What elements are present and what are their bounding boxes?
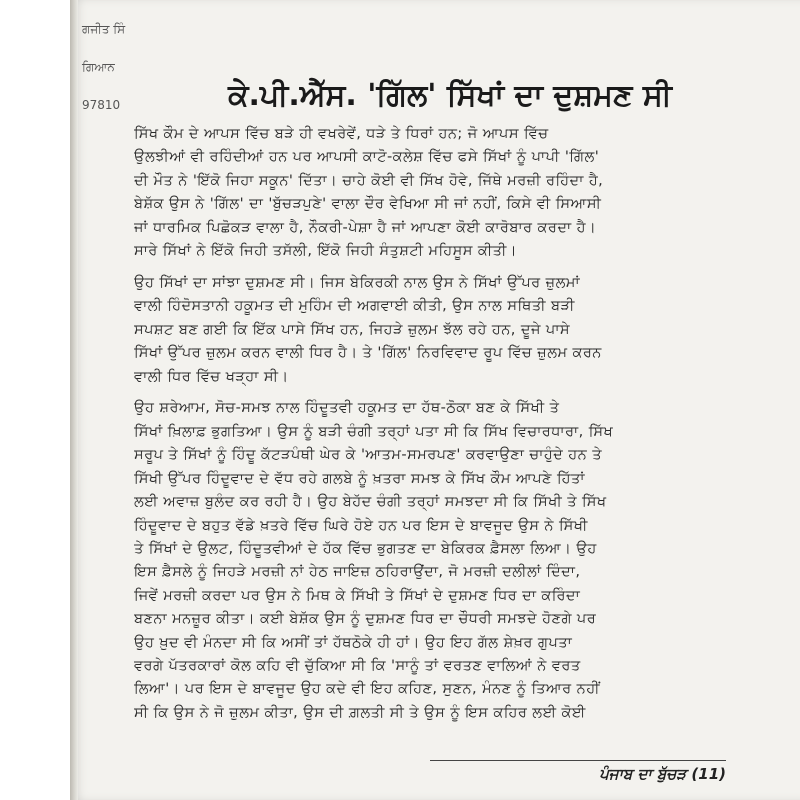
text-line: ਉਹ ਸਿੱਖਾਂ ਦਾ ਸਾਂਝਾ ਦੁਸ਼ਮਣ ਸੀ। ਜਿਸ ਬੇਕਿਰਕੀ ਨਾਲ ਉਸ ਨੇ ਸਿੱਖਾਂ ਉੱਪਰ ਜ਼ੁਲਮਾਂ xyxy=(134,273,580,291)
text-line: ਤੇ ਸਿੱਖਾਂ ਦੇ ਉਲਟ, ਹਿੰਦੂਤਵੀਆਂ ਦੇ ਹੱਕ ਵਿੱਚ ਭੁਗਤਣ ਦਾ ਬੇਕਿਰਕ ਫ਼ੈਸਲਾ ਲਿਆ। ਉਹ xyxy=(134,539,597,557)
text-line: ਲਿਆ'। ਪਰ ਇਸ ਦੇ ਬਾਵਜੂਦ ਉਹ ਕਦੇ ਵੀ ਇਹ ਕਹਿਣ, ਸੁਣਨ, ਮੰਨਣ ਨੂੰ ਤਿਆਰ ਨਹੀਂ xyxy=(134,680,600,698)
chapter-title: ਕੇ.ਪੀ.ਐੱਸ. 'ਗਿੱਲ' ਸਿੱਖਾਂ ਦਾ ਦੁਸ਼ਮਣ ਸੀ xyxy=(228,78,672,113)
book-page xyxy=(70,0,800,800)
text-line: ਬਣਨਾ ਮਨਜ਼ੂਰ ਕੀਤਾ। ਕਈ ਬੇਸ਼ੱਕ ਉਸ ਨੂੰ ਦੁਸ਼ਮਣ ਧਿਰ ਦਾ ਚੌਧਰੀ ਸਮਝਦੇ ਹੋਣਗੇ ਪਰ xyxy=(134,610,597,628)
text-line: ਸਿੱਖ ਕੌਮ ਦੇ ਆਪਸ ਵਿੱਚ ਬੜੇ ਹੀ ਵਖਰੇਵੇਂ, ਧੜੇ ਤੇ ਧਿਰਾਂ ਹਨ; ਜੋ ਆਪਸ ਵਿੱਚ xyxy=(134,125,549,142)
paragraph-1 xyxy=(134,122,740,262)
running-book-title: ਪੰਜਾਬ ਦਾ ਬੁੱਚੜ xyxy=(599,765,687,783)
text-line: ਸਿੱਖਾਂ ਉੱਪਰ ਜ਼ੁਲਮ ਕਰਨ ਵਾਲੀ ਧਿਰ ਹੈ। ਤੇ 'ਗਿੱਲ' ਨਿਰਵਿਵਾਦ ਰੂਪ ਵਿੱਚ ਜ਼ੁਲਮ ਕਰਨ xyxy=(134,344,602,362)
text-line: ਉਹ ਖ਼ੁਦ ਵੀ ਮੰਨਦਾ ਸੀ ਕਿ ਅਸੀਂ ਤਾਂ ਹੱਥਠੋਕੇ ਹੀ ਹਾਂ। ਉਹ ਇਹ ਗੱਲ ਸ਼ੇਖ਼ਰ ਗੁਪਤਾ xyxy=(134,633,573,651)
text-line: ਹਿੰਦੂਵਾਦ ਦੇ ਬਹੁਤ ਵੱਡੇ ਖ਼ਤਰੇ ਵਿੱਚ ਘਿਰੇ ਹੋਏ ਹਨ ਪਰ ਇਸ ਦੇ ਬਾਵਜੂਦ ਉਸ ਨੇ ਸਿੱਖੀ xyxy=(134,516,588,534)
text-line: ਸਿੱਖਾਂ ਖ਼ਿਲਾਫ਼ ਭੁਗਤਿਆ। ਉਸ ਨੂੰ ਬੜੀ ਚੰਗੀ ਤਰ੍ਹਾਂ ਪਤਾ ਸੀ ਕਿ ਸਿੱਖ ਵਿਚਾਰਧਾਰਾ, ਸਿੱਖ xyxy=(134,422,614,440)
chapter-body xyxy=(134,122,740,733)
paragraph-2 xyxy=(134,271,740,388)
text-line: ਉਹ ਸ਼ਰੇਆਮ, ਸੋਚ-ਸਮਝ ਨਾਲ ਹਿੰਦੂਤਵੀ ਹਕੂਮਤ ਦਾ ਹੱਥ-ਠੋਕਾ ਬਣ ਕੇ ਸਿੱਖੀ ਤੇ xyxy=(134,399,560,417)
text-line: ਸਰੂਪ ਤੇ ਸਿੱਖਾਂ ਨੂੰ ਹਿੰਦੂ ਕੱਟੜਪੰਥੀ ਘੇਰ ਕੇ 'ਆਤਮ-ਸਮਰਪਣ' ਕਰਵਾਉਣਾ ਚਾਹੁੰਦੇ ਹਨ ਤੇ xyxy=(134,446,602,464)
text-line: ਵਾਲੀ ਹਿੰਦੋਸਤਾਨੀ ਹਕੂਮਤ ਦੀ ਮੁਹਿੰਮ ਦੀ ਅਗਵਾਈ ਕੀਤੀ, ਉਸ ਨਾਲ ਸਥਿਤੀ ਬੜੀ xyxy=(134,297,575,315)
text-line: ਜਿਵੇਂ ਮਰਜ਼ੀ ਕਰਦਾ ਪਰ ਉਸ ਨੇ ਮਿਥ ਕੇ ਸਿੱਖੀ ਤੇ ਸਿੱਖਾਂ ਦੇ ਦੁਸ਼ਮਣ ਧਿਰ ਦਾ ਕਰਿੰਦਾ xyxy=(134,586,581,604)
text-line: ਸਾਰੇ ਸਿੱਖਾਂ ਨੇ ਇੱਕੋ ਜਿਹੀ ਤਸੱਲੀ, ਇੱਕੋ ਜਿਹੀ ਸੰਤੁਸ਼ਟੀ ਮਹਿਸੂਸ ਕੀਤੀ। xyxy=(134,242,517,260)
page-number: (11) xyxy=(691,765,726,783)
page-footer xyxy=(430,765,726,783)
text-line: ਲਈ ਅਵਾਜ਼ ਬੁਲੰਦ ਕਰ ਰਹੀ ਹੈ। ਉਹ ਬੇਹੱਦ ਚੰਗੀ ਤਰ੍ਹਾਂ ਸਮਝਦਾ ਸੀ ਕਿ ਸਿੱਖੀ ਤੇ ਸਿੱਖ xyxy=(134,493,607,511)
text-line: ਸਪਸ਼ਟ ਬਣ ਗਈ ਕਿ ਇੱਕ ਪਾਸੇ ਸਿੱਖ ਹਨ, ਜਿਹੜੇ ਜ਼ੁਲਮ ਝੱਲ ਰਹੇ ਹਨ, ਦੂਜੇ ਪਾਸੇ xyxy=(134,320,571,338)
previous-page-margin-text xyxy=(82,10,126,124)
page-spine-edge xyxy=(70,0,78,800)
text-line: ਸਿੱਖੀ ਉੱਪਰ ਹਿੰਦੂਵਾਦ ਦੇ ਵੱਧ ਰਹੇ ਗਲਬੇ ਨੂੰ ਖ਼ਤਰਾ ਸਮਝ ਕੇ ਸਿੱਖ ਕੌਮ ਆਪਣੇ ਹਿੱਤਾਂ xyxy=(134,469,585,487)
footer-rule xyxy=(430,760,726,761)
margin-line: 97810 xyxy=(82,98,121,112)
margin-line: ਗਿਆਨ xyxy=(82,60,115,74)
margin-line: ਗਜੀਤ ਸਿੰ xyxy=(82,22,126,36)
text-line: ਉਲਝੀਆਂ ਵੀ ਰਹਿੰਦੀਆਂ ਹਨ ਪਰ ਆਪਸੀ ਕਾਟੋ-ਕਲੇਸ਼ ਵਿੱਚ ਫਸੇ ਸਿੱਖਾਂ ਨੂੰ ਪਾਪੀ 'ਗਿੱਲ' xyxy=(134,148,600,166)
text-line: ਦੀ ਮੌਤ ਨੇ 'ਇੱਕੋ ਜਿਹਾ ਸਕੂਨ' ਦਿੱਤਾ। ਚਾਹੇ ਕੋਈ ਵੀ ਸਿੱਖ ਹੋਵੇ, ਜਿੱਥੇ ਮਰਜ਼ੀ ਰਹਿੰਦਾ ਹੈ, xyxy=(134,171,604,189)
text-line: ਬੇਸ਼ੱਕ ਉਸ ਨੇ 'ਗਿੱਲ' ਦਾ 'ਬੁੱਚੜਪੁਣੇ' ਵਾਲਾ ਦੌਰ ਵੇਖਿਆ ਸੀ ਜਾਂ ਨਹੀਂ, ਕਿਸੇ ਵੀ ਸਿਆਸੀ xyxy=(134,195,602,213)
text-line: ਵਰਗੇ ਪੱਤਰਕਾਰਾਂ ਕੋਲ ਕਹਿ ਵੀ ਚੁੱਕਿਆ ਸੀ ਕਿ 'ਸਾਨੂੰ ਤਾਂ ਵਰਤਣ ਵਾਲਿਆਂ ਨੇ ਵਰਤ xyxy=(134,656,581,674)
paragraph-3 xyxy=(134,396,740,724)
text-line: ਇਸ ਫ਼ੈਸਲੇ ਨੂੰ ਜਿਹੜੇ ਮਰਜ਼ੀ ਨਾਂ ਹੇਠ ਜਾਇਜ਼ ਠਹਿਰਾਉਂਦਾ, ਜੋ ਮਰਜ਼ੀ ਦਲੀਲਾਂ ਦਿੰਦਾ, xyxy=(134,563,581,581)
text-line: ਵਾਲੀ ਧਿਰ ਵਿੱਚ ਖੜ੍ਹਾ ਸੀ। xyxy=(134,367,289,385)
text-line: ਜਾਂ ਧਾਰਮਿਕ ਪਿਛੋਕੜ ਵਾਲਾ ਹੈ, ਨੌਕਰੀ-ਪੇਸ਼ਾ ਹੈ ਜਾਂ ਆਪਣਾ ਕੋਈ ਕਾਰੋਬਾਰ ਕਰਦਾ ਹੈ। xyxy=(134,218,597,236)
text-line: ਸੀ ਕਿ ਉਸ ਨੇ ਜੋ ਜ਼ੁਲਮ ਕੀਤਾ, ਉਸ ਦੀ ਗ਼ਲਤੀ ਸੀ ਤੇ ਉਸ ਨੂੰ ਇਸ ਕਹਿਰ ਲਈ ਕੋਈ xyxy=(134,703,586,721)
